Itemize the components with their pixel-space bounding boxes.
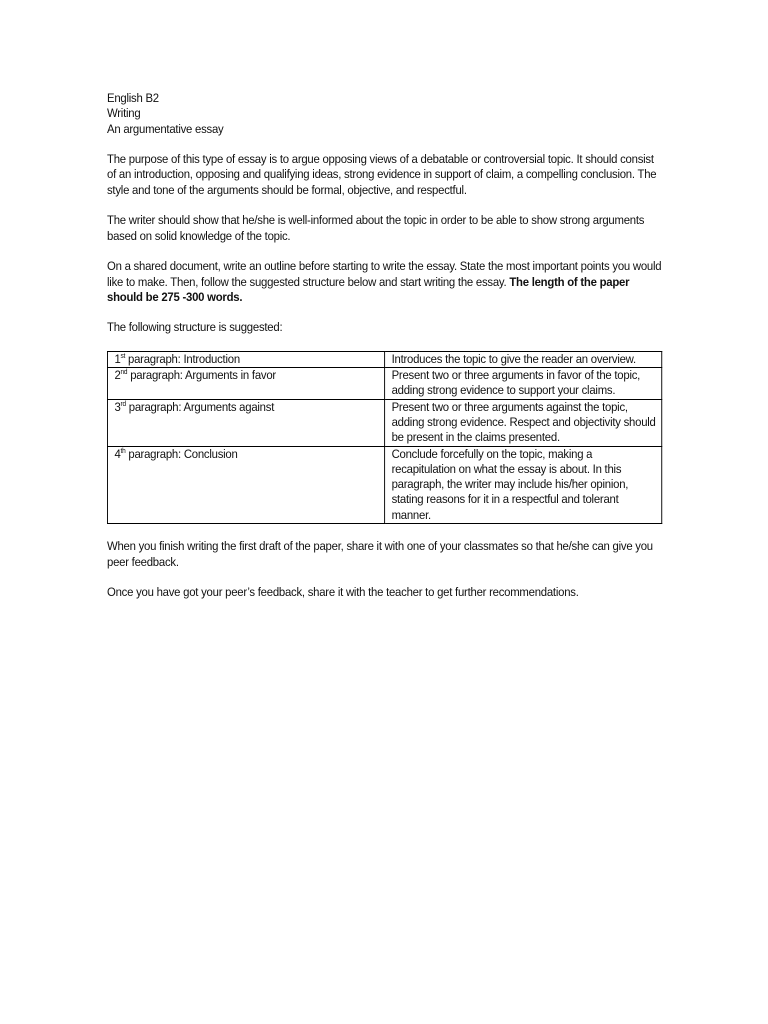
structure-table <box>107 351 662 524</box>
ordinal-suffix: rd <box>120 400 126 408</box>
table-row <box>107 399 661 446</box>
assignment-title: An argumentative essay <box>107 121 224 136</box>
paragraph-number: 4 <box>114 446 121 461</box>
paragraph-description: Introduces the topic to give the reader an overview. <box>385 351 662 367</box>
paragraph-label-cell <box>107 446 384 523</box>
paragraph-label-cell <box>107 351 384 367</box>
structure-intro: The following structure is suggested: <box>107 320 283 335</box>
ordinal-suffix: th <box>120 447 126 455</box>
course-title: English B2 <box>107 91 159 105</box>
paragraph-description: Present two or three arguments in favor of the topic, adding strong evidence to support your claims. <box>385 368 662 400</box>
outline-instructions: On a shared document, write an outline before starting to write the essay. State the most important points you would like to make. Then, follow the suggested structure below and start writing the essay. <box>107 259 662 289</box>
ordinal-suffix: st <box>120 352 126 360</box>
ordinal-suffix: nd <box>120 369 128 377</box>
intro-paragraph-outline <box>107 259 663 305</box>
paragraph-description: Present two or three arguments against the topic, adding strong evidence. Respect and objectivity should be present in the claims presented. <box>385 399 662 446</box>
intro-paragraph-writer: The writer should show that he/she is well-informed about the topic in order to be able to show strong arguments based on solid knowledge of the topic. <box>107 213 645 243</box>
paragraph-label: paragraph: Introduction <box>125 351 240 366</box>
paragraph-label-cell <box>107 399 384 446</box>
paragraph-number: 1 <box>114 351 121 366</box>
section-title: Writing <box>107 106 141 121</box>
table-row <box>107 446 661 523</box>
paragraph-label-cell <box>107 368 384 400</box>
closing-paragraph-feedback: Once you have got your peer’s feedback, share it with the teacher to get further recommendations. <box>107 585 579 600</box>
length-requirement: The length of the paper should be 275 -300 words. <box>107 274 630 304</box>
closing-paragraph-draft: When you finish writing the first draft of the paper, share it with one of your classmates so that he/she can give you peer feedback. <box>107 539 653 569</box>
table-row <box>107 351 661 367</box>
paragraph-description: Conclude forcefully on the topic, making a recapitulation on what the essay is about. In this paragraph, the writer may include his/her opinion, stating reasons for it in a respectful and tolerant manner. <box>385 446 662 523</box>
paragraph-label: paragraph: Arguments against <box>125 399 275 414</box>
paragraph-label: paragraph: Conclusion <box>125 446 238 461</box>
paragraph-number: 2 <box>114 368 121 383</box>
document-page <box>107 91 663 601</box>
intro-paragraph-purpose: The purpose of this type of essay is to argue opposing views of a debatable or controversial topic. It should consist of an introduction, opposing and qualifying ideas, strong evidence in support of claim, a compelling conclusion. The style and tone of the arguments should be formal, objective, and respectful. <box>107 152 657 197</box>
table-row <box>107 368 661 400</box>
paragraph-label: paragraph: Arguments in favor <box>127 368 276 383</box>
paragraph-number: 3 <box>114 399 121 414</box>
